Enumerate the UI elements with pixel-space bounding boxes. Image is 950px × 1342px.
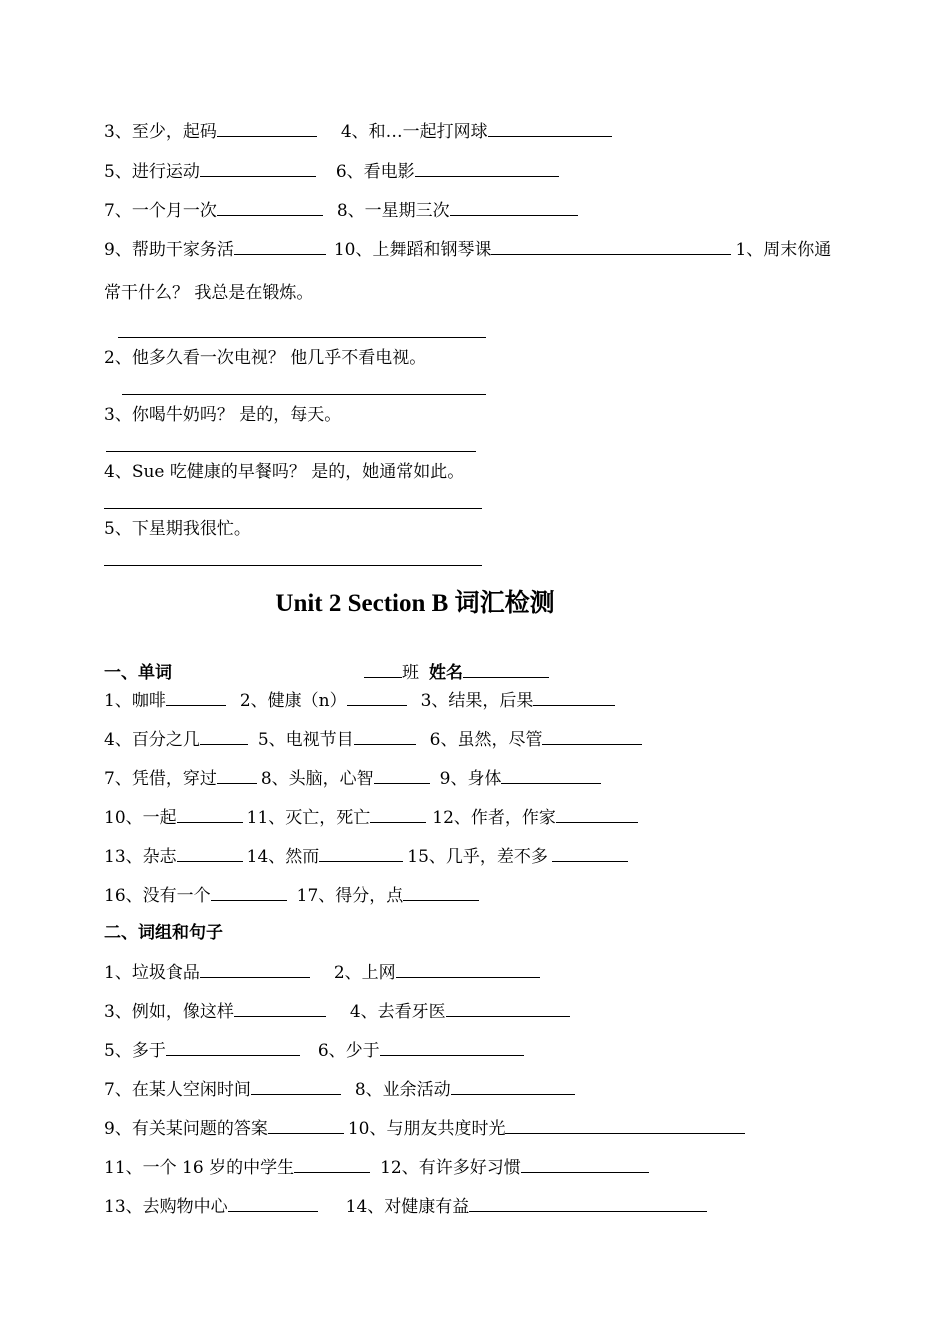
word-row [104, 766, 601, 790]
phrase-row [104, 960, 540, 984]
class-blank[interactable] [364, 660, 402, 678]
answer-blank[interactable] [396, 960, 540, 978]
item-label: 8、一星期三次 [336, 201, 450, 221]
item-label: 14、对健康有益 [345, 1197, 470, 1217]
answer-blank[interactable] [166, 688, 226, 706]
answer-line[interactable] [106, 451, 476, 452]
answer-blank[interactable] [228, 1194, 318, 1212]
answer-blank[interactable] [347, 688, 407, 706]
item-label: 17、得分，点 [296, 886, 404, 906]
item-label: 5、多于 [104, 1041, 166, 1061]
item-label: 6、少于 [317, 1041, 380, 1061]
item-label: 3、至少，起码 [104, 122, 217, 142]
item-label: 6、虽然，尽管 [429, 730, 543, 750]
page-title: Unit 2 Section B 词汇检测 [275, 590, 555, 617]
phrase-row [104, 1155, 649, 1179]
class-label: 班 [402, 663, 419, 683]
answer-blank[interactable] [450, 198, 578, 216]
sentence-prompt: 1、周末你通 [735, 240, 832, 260]
item-label: 8、头脑，心智 [260, 769, 374, 789]
item-label: 9、身体 [439, 769, 502, 789]
answer-blank[interactable] [177, 805, 243, 823]
item-label: 2、上网 [333, 963, 396, 983]
item-label: 12、有许多好习惯 [380, 1158, 521, 1178]
item-label: 13、杂志 [104, 847, 177, 867]
item-label: 2、健康（n） [239, 691, 347, 711]
answer-blank[interactable] [177, 844, 243, 862]
answer-blank[interactable] [403, 883, 479, 901]
word-row [104, 844, 628, 868]
answer-blank[interactable] [354, 727, 416, 745]
answer-blank[interactable] [491, 237, 731, 255]
item-label: 7、凭借，穿过 [104, 769, 217, 789]
section-header [104, 660, 549, 684]
item-label: 4、百分之几 [104, 730, 200, 750]
item-label: 12、作者，作家 [432, 808, 556, 828]
phrase-row [104, 999, 570, 1023]
word-row [104, 688, 615, 712]
answer-blank[interactable] [211, 883, 287, 901]
section-title: 二、词组和句子 [104, 923, 223, 943]
item-label: 11、一个 16 岁的中学生 [104, 1158, 295, 1178]
answer-line[interactable] [118, 337, 486, 338]
answer-blank[interactable] [268, 1116, 344, 1134]
phrase-row [104, 119, 612, 143]
item-label: 10、一起 [104, 808, 177, 828]
phrase-row [104, 237, 831, 261]
item-label: 5、电视节目 [257, 730, 354, 750]
phrase-row [104, 1077, 575, 1101]
item-label: 6、看电影 [335, 162, 415, 182]
answer-blank[interactable] [380, 1038, 524, 1056]
answer-blank[interactable] [501, 766, 601, 784]
answer-blank[interactable] [556, 805, 638, 823]
answer-blank[interactable] [488, 119, 612, 137]
item-label: 4、和…一起打网球 [340, 122, 488, 142]
item-label: 11、灭亡，死亡 [246, 808, 371, 828]
sentence-prompt: 3、你喝牛奶吗？ 是的，每天。 [104, 405, 342, 425]
answer-line[interactable] [104, 508, 482, 509]
name-blank[interactable] [463, 660, 549, 678]
answer-blank[interactable] [217, 766, 257, 784]
answer-blank[interactable] [251, 1077, 341, 1095]
answer-blank[interactable] [542, 727, 642, 745]
item-label: 16、没有一个 [104, 886, 211, 906]
answer-blank[interactable] [319, 844, 403, 862]
phrase-row [104, 1038, 524, 1062]
answer-blank[interactable] [415, 159, 559, 177]
phrase-row [104, 1194, 707, 1218]
item-label: 1、垃圾食品 [104, 963, 200, 983]
answer-blank[interactable] [234, 999, 326, 1017]
sentence-prompt: 常干什么？ 我总是在锻炼。 [104, 283, 314, 303]
answer-line[interactable] [104, 565, 482, 566]
item-label: 10、上舞蹈和钢琴课 [333, 240, 492, 260]
answer-blank[interactable] [552, 844, 628, 862]
item-label: 9、有关某问题的答案 [104, 1119, 268, 1139]
answer-blank[interactable] [533, 688, 615, 706]
word-row [104, 727, 642, 751]
sentence-prompt: 5、下星期我很忙。 [104, 519, 251, 539]
name-label: 姓名 [429, 663, 463, 683]
word-row [104, 883, 479, 907]
answer-blank[interactable] [370, 805, 426, 823]
answer-blank[interactable] [234, 237, 326, 255]
item-label: 14、然而 [246, 847, 320, 867]
phrase-row [104, 198, 578, 222]
item-label: 13、去购物中心 [104, 1197, 228, 1217]
item-label: 3、例如，像这样 [104, 1002, 234, 1022]
item-label: 3、结果，后果 [420, 691, 534, 711]
item-label: 8、业余活动 [354, 1080, 451, 1100]
item-label: 7、一个月一次 [104, 201, 217, 221]
answer-blank[interactable] [446, 999, 570, 1017]
item-label: 4、去看牙医 [349, 1002, 446, 1022]
answer-blank[interactable] [200, 727, 248, 745]
item-label: 15、几乎，差不多 [407, 847, 548, 867]
answer-line[interactable] [122, 394, 486, 395]
answer-blank[interactable] [521, 1155, 649, 1173]
phrase-row [104, 159, 559, 183]
word-row [104, 805, 638, 829]
sentence-prompt: 2、他多久看一次电视？ 他几乎不看电视。 [104, 348, 427, 368]
item-label: 1、咖啡 [104, 691, 166, 711]
item-label: 5、进行运动 [104, 162, 200, 182]
answer-blank[interactable] [294, 1155, 370, 1173]
item-label: 7、在某人空闲时间 [104, 1080, 251, 1100]
answer-blank[interactable] [451, 1077, 575, 1095]
answer-blank[interactable] [200, 159, 316, 177]
answer-blank[interactable] [469, 1194, 707, 1212]
answer-blank[interactable] [200, 960, 310, 978]
answer-blank[interactable] [166, 1038, 300, 1056]
item-label: 9、帮助干家务活 [104, 240, 234, 260]
answer-blank[interactable] [217, 198, 323, 216]
item-label: 10、与朋友共度时光 [347, 1119, 506, 1139]
sentence-prompt: 4、Sue 吃健康的早餐吗？ 是的，她通常如此。 [104, 462, 465, 482]
answer-blank[interactable] [505, 1116, 745, 1134]
phrase-row [104, 1116, 745, 1140]
answer-blank[interactable] [217, 119, 317, 137]
section-title: 一、单词 [104, 663, 172, 683]
answer-blank[interactable] [374, 766, 430, 784]
